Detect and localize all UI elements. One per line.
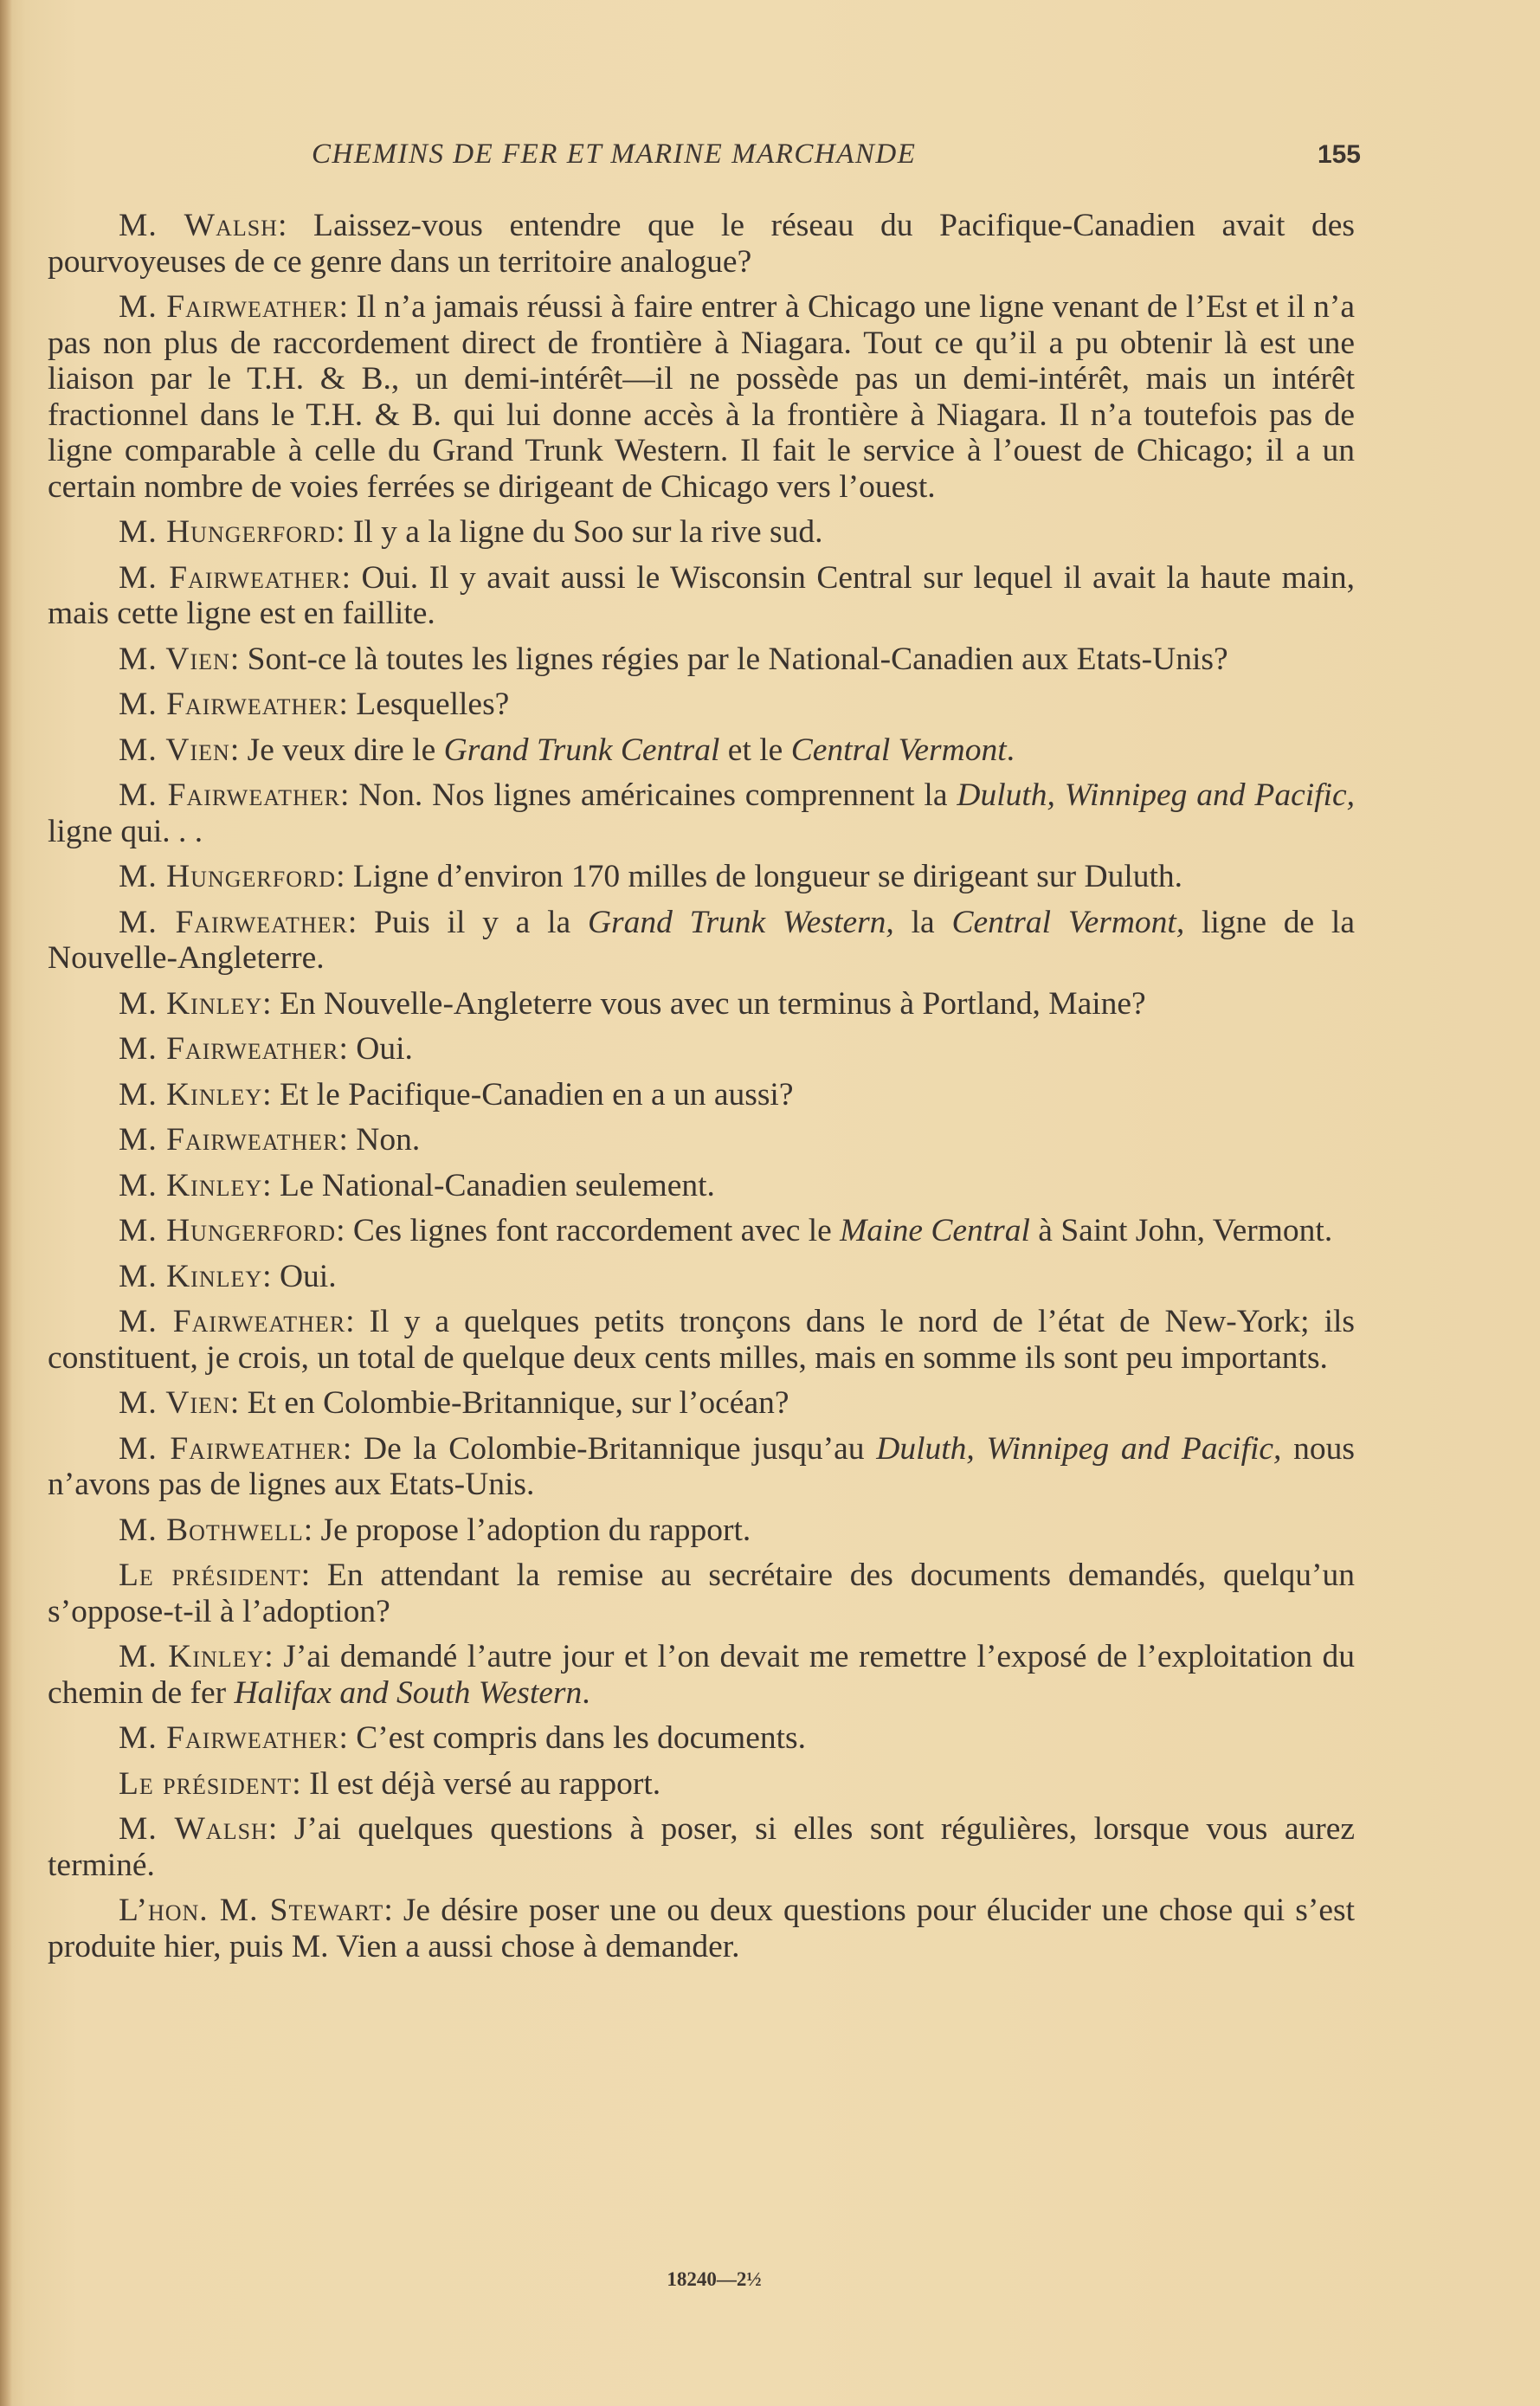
paragraph: M. Fairweather: Puis il y a la Grand Trunk Western, la Central Vermont, ligne de la Nouvelle-Angleterre. (48, 904, 1355, 976)
speech-text: Sont-ce là toutes les lignes régies par le National-Canadien aux Etats-Unis? (247, 641, 1228, 677)
page-number: 155 (1317, 140, 1361, 169)
speech-text: nous n’avons pas de lignes aux Etats-Unis. (48, 1430, 1355, 1502)
speaker-name: M. Fairweather (119, 777, 340, 813)
paragraph: Le président: Il est déjà versé au rapport. (119, 1765, 661, 1802)
speaker-name: M. Walsh (119, 208, 278, 243)
speaker-name: L’hon. M. Stewart (119, 1893, 384, 1928)
italic-line-name: Maine Central (840, 1213, 1030, 1248)
speech-text: Laissez-vous entendre que le réseau du Pacifique-Canadien avait des pourvoyeuses de ce genre dans un territoire analogue? (48, 208, 1355, 280)
speaker-name: M. Fairweather (119, 1122, 339, 1158)
paragraph: M. Kinley: En Nouvelle-Angleterre vous avec un terminus à Portland, Maine? (119, 985, 1146, 1022)
speaker-name: Le président (119, 1765, 293, 1802)
speaker-name: M. Fairweather (119, 1031, 339, 1067)
paragraph: M. Fairweather: Oui. Il y avait aussi le Wisconsin Central sur lequel il avait la haute main, mais cette ligne est en faillite. (48, 559, 1355, 631)
speaker-name: M. Vien (119, 641, 230, 677)
speaker-name: M. Vien (119, 1385, 230, 1421)
speech-text: Le National-Canadien seulement. (279, 1167, 715, 1203)
printer-signature: 18240—2½ (667, 2268, 762, 2290)
paragraph: L’hon. M. Stewart: Je désire poser une ou deux questions pour élucider une chose qui s’est produite hier, puis M. Vien a aussi chose à demander. (48, 1893, 1356, 1964)
paragraph: M. Bothwell: Je propose l’adoption du rapport. (119, 1512, 751, 1548)
speech-text: Il y a quelques petits tronçons dans le nord de l’état de New-York; ils constituent, je crois, un total de quelque deux cents milles, mais en somme ils sont peu importants. (48, 1304, 1356, 1376)
speech-text: . (1006, 732, 1015, 768)
paragraph: M. Fairweather: C’est compris dans les documents. (119, 1720, 807, 1756)
paragraph: M. Kinley: Le National-Canadien seulement. (119, 1167, 715, 1203)
paragraph: M. Fairweather: Lesquelles? (119, 687, 510, 722)
speech-text: Oui. (279, 1258, 337, 1294)
speaker-name: M. Hungerford (119, 1213, 337, 1248)
speech-text: ligne qui. . . (48, 813, 203, 849)
paragraph: M. Kinley: J’ai demandé l’autre jour et l’on devait me remettre l’exposé de l’exploitation du chemin de fer Halifax and South Western. (48, 1639, 1355, 1711)
paragraph: M. Walsh: Laissez-vous entendre que le réseau du Pacifique-Canadien avait des pourvoyeuses de ce genre dans un territoire analogue? (48, 208, 1355, 280)
paragraph: M. Fairweather: Oui. (119, 1031, 413, 1067)
paragraph: M. Fairweather: Il y a quelques petits tronçons dans le nord de l’état de New-York; ils constituent, je crois, un total de quelque deux cents milles, mais en somme ils sont peu importants. (48, 1304, 1356, 1376)
speaker-name: M. Fairweather (119, 904, 348, 940)
italic-line-name: Duluth, Winnipeg and Pacific, (957, 777, 1355, 813)
paragraph: M. Fairweather: Il n’a jamais réussi à faire entrer à Chicago une ligne venant de l’Est et il n’a pas non plus de raccordement direct de frontière à Niagara. Tout ce qu’il a pu obtenir là est une liaison par le T.H. & B., un demi-intérêt—il ne possède pas un demi-intérêt, mais un intérêt fractionnel dans le T.H. & B. qui lui donne accès à la frontière à Niagara. Il n’a toutefois pas de ligne comparable à celle du Grand Trunk Western. Il fait le service à l’ouest de Chicago; il a un certain nombre de voies ferrées se dirigeant de Chicago vers l’ouest. (48, 289, 1356, 505)
speech-text: Et en Colombie-Britannique, sur l’océan? (247, 1385, 789, 1421)
speaker-name: M. Walsh (119, 1811, 268, 1847)
speech-text: la (893, 904, 952, 940)
speaker-name: M. Kinley (119, 1258, 263, 1294)
speech-text: Ces lignes font raccordement avec le (352, 1213, 841, 1248)
paragraph: Le président: En attendant la remise au secrétaire des documents demandés, quelqu’un s’oppose-t-il à l’adoption? (48, 1558, 1355, 1629)
speech-text: Il est déjà versé au rapport. (309, 1765, 661, 1802)
speaker-name: M. Hungerford (119, 859, 337, 894)
speech-text: ligne de la Nouvelle-Angleterre. (48, 904, 1355, 976)
speech-text: Lesquelles? (356, 687, 510, 722)
speech-text: Il n’a jamais réussi à faire entrer à Chicago une ligne venant de l’Est et il n’a pas non plus de raccordement direct de frontière à Niagara. Tout ce qu’il a pu obtenir là est une liaison par le T.H. & B., un demi-intérêt—il ne possède pas un demi-intérêt, mais un intérêt fractionnel dans le T.H. & B. qui lui donne accès à la frontière à Niagara. Il n’a toutefois pas de ligne comparable à celle du Grand Trunk Western. Il fait le service à l’ouest de Chicago; il a un certain nombre de voies ferrées se dirigeant de Chicago vers l’ouest. (48, 289, 1356, 505)
speech-text: Il y a la ligne du Soo sur la rive sud. (352, 514, 823, 550)
paragraph: M. Hungerford: Il y a la ligne du Soo sur la rive sud. (119, 514, 823, 550)
paragraph: M. Vien: Je veux dire le Grand Trunk Central et le Central Vermont. (119, 732, 1015, 768)
speaker-name: M. Fairweather (119, 559, 342, 596)
speech-text: Non. Nos lignes américaines comprennent la (358, 777, 957, 813)
speaker-name: M. Hungerford (119, 514, 337, 550)
transcript-body (48, 208, 1355, 1974)
speech-text: Je désire poser une ou deux questions pour élucider une chose qui s’est produite hier, puis M. Vien a aussi chose à demander. (48, 1893, 1356, 1964)
speaker-name: M. Vien (119, 732, 230, 768)
italic-line-name: Central Vermont, (951, 904, 1185, 940)
speaker-name: M. Fairweather (119, 289, 339, 325)
speech-text: En attendant la remise au secrétaire des documents demandés, quelqu’un s’oppose-t-il à l’adoption? (48, 1558, 1355, 1629)
paragraph: M. Vien: Sont-ce là toutes les lignes régies par le National-Canadien aux Etats-Unis? (119, 641, 1228, 677)
italic-line-name: Duluth, Winnipeg and Pacific, (876, 1430, 1282, 1467)
speech-text: De la Colombie-Britannique jusqu’au (363, 1430, 877, 1467)
speech-text: J’ai quelques questions à poser, si elles sont régulières, lorsque vous aurez terminé. (48, 1811, 1355, 1883)
speech-text: J’ai demandé l’autre jour et l’on devait me remettre l’exposé de l’exploitation du chemin de fer (48, 1639, 1355, 1711)
speaker-name: M. Fairweather (119, 1304, 346, 1339)
speech-text: Je veux dire le (247, 732, 444, 768)
speaker-name: M. Bothwell (119, 1512, 304, 1548)
paragraph: M. Fairweather: Non. Nos lignes américaines comprennent la Duluth, Winnipeg and Pacific, ligne qui. . . (48, 777, 1355, 849)
speaker-name: M. Kinley (119, 985, 263, 1022)
paragraph: M. Fairweather: Non. (119, 1122, 421, 1158)
speech-text: Oui. (356, 1031, 413, 1067)
paragraph: M. Walsh: J’ai quelques questions à poser, si elles sont régulières, lorsque vous aurez terminé. (48, 1811, 1355, 1883)
speaker-name: M. Fairweather (119, 687, 339, 722)
speaker-name: M. Fairweather (119, 1720, 339, 1756)
italic-line-name: Grand Trunk Central (443, 732, 720, 768)
paragraph: M. Hungerford: Ligne d’environ 170 milles de longueur se dirigeant sur Duluth. (119, 859, 1183, 894)
speech-text: à Saint John, Vermont. (1029, 1213, 1333, 1248)
speech-text: Non. (356, 1122, 421, 1158)
paragraph: M. Kinley: Et le Pacifique-Canadien en a un aussi? (119, 1076, 794, 1113)
running-title: CHEMINS DE FER ET MARINE MARCHANDE (312, 139, 917, 170)
speaker-name: M. Kinley (119, 1167, 263, 1203)
italic-line-name: Halifax and South Western (234, 1674, 583, 1711)
paragraph: M. Kinley: Oui. (119, 1258, 337, 1294)
italic-line-name: Central Vermont (790, 732, 1007, 768)
speaker-name: Le président (119, 1558, 301, 1593)
paragraph: M. Fairweather: De la Colombie-Britannique jusqu’au Duluth, Winnipeg and Pacific, nous n’avons pas de lignes aux Etats-Unis. (48, 1430, 1355, 1502)
page-header (312, 139, 1368, 182)
speech-text: Puis il y a la (374, 904, 588, 940)
speaker-name: M. Kinley (119, 1076, 263, 1113)
speech-text: Ligne d’environ 170 milles de longueur se dirigeant sur Duluth. (352, 859, 1183, 894)
page-binding-edge (0, 0, 12, 2406)
speech-text: C’est compris dans les documents. (356, 1720, 807, 1756)
speaker-name: M. Fairweather (119, 1430, 343, 1467)
paragraph: M. Vien: Et en Colombie-Britannique, sur l’océan? (119, 1385, 789, 1421)
speaker-name: M. Kinley (119, 1639, 265, 1674)
paragraph: M. Hungerford: Ces lignes font raccordement avec le Maine Central à Saint John, Vermont. (119, 1213, 1333, 1248)
speech-text: Je propose l’adoption du rapport. (320, 1512, 751, 1548)
speech-text: En Nouvelle-Angleterre vous avec un terminus à Portland, Maine? (279, 985, 1146, 1022)
speech-text: et le (719, 732, 791, 768)
speech-text: . (582, 1674, 590, 1711)
speech-text: Oui. Il y avait aussi le Wisconsin Central sur lequel il avait la haute main, mais cette ligne est en faillite. (48, 559, 1355, 631)
italic-line-name: Grand Trunk Western, (587, 904, 894, 940)
speech-text: Et le Pacifique-Canadien en a un aussi? (279, 1076, 794, 1113)
